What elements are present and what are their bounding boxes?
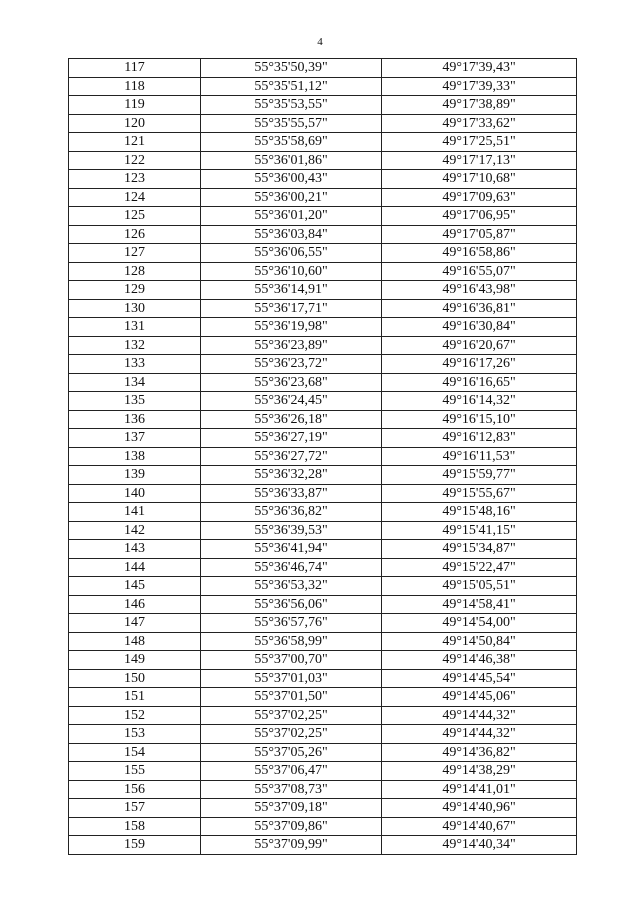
latitude-cell: 55°36'23,89" bbox=[201, 336, 382, 355]
point-number-cell: 123 bbox=[69, 170, 201, 189]
point-number-cell: 131 bbox=[69, 318, 201, 337]
latitude-cell: 55°37'00,70" bbox=[201, 651, 382, 670]
latitude-cell: 55°36'24,45" bbox=[201, 392, 382, 411]
point-number-cell: 133 bbox=[69, 355, 201, 374]
longitude-cell: 49°14'40,96" bbox=[382, 799, 577, 818]
point-number-cell: 141 bbox=[69, 503, 201, 522]
point-number-cell: 119 bbox=[69, 96, 201, 115]
latitude-cell: 55°35'55,57" bbox=[201, 114, 382, 133]
longitude-cell: 49°14'44,32" bbox=[382, 725, 577, 744]
longitude-cell: 49°17'25,51" bbox=[382, 133, 577, 152]
latitude-cell: 55°36'27,72" bbox=[201, 447, 382, 466]
latitude-cell: 55°36'23,68" bbox=[201, 373, 382, 392]
latitude-cell: 55°36'26,18" bbox=[201, 410, 382, 429]
table-row bbox=[69, 466, 577, 485]
latitude-cell: 55°35'50,39" bbox=[201, 59, 382, 78]
point-number-cell: 128 bbox=[69, 262, 201, 281]
latitude-cell: 55°36'03,84" bbox=[201, 225, 382, 244]
longitude-cell: 49°14'45,06" bbox=[382, 688, 577, 707]
table-row bbox=[69, 225, 577, 244]
point-number-cell: 152 bbox=[69, 706, 201, 725]
table-row bbox=[69, 651, 577, 670]
longitude-cell: 49°17'17,13" bbox=[382, 151, 577, 170]
longitude-cell: 49°14'41,01" bbox=[382, 780, 577, 799]
point-number-cell: 153 bbox=[69, 725, 201, 744]
longitude-cell: 49°15'48,16" bbox=[382, 503, 577, 522]
latitude-cell: 55°36'00,21" bbox=[201, 188, 382, 207]
longitude-cell: 49°16'30,84" bbox=[382, 318, 577, 337]
longitude-cell: 49°14'58,41" bbox=[382, 595, 577, 614]
latitude-cell: 55°36'36,82" bbox=[201, 503, 382, 522]
table-row bbox=[69, 503, 577, 522]
latitude-cell: 55°37'08,73" bbox=[201, 780, 382, 799]
longitude-cell: 49°15'59,77" bbox=[382, 466, 577, 485]
longitude-cell: 49°15'41,15" bbox=[382, 521, 577, 540]
table-row bbox=[69, 373, 577, 392]
table-row bbox=[69, 706, 577, 725]
table-row bbox=[69, 577, 577, 596]
latitude-cell: 55°37'01,03" bbox=[201, 669, 382, 688]
longitude-cell: 49°14'36,82" bbox=[382, 743, 577, 762]
point-number-cell: 134 bbox=[69, 373, 201, 392]
latitude-cell: 55°36'27,19" bbox=[201, 429, 382, 448]
table-row bbox=[69, 688, 577, 707]
table-row bbox=[69, 133, 577, 152]
point-number-cell: 138 bbox=[69, 447, 201, 466]
table-row bbox=[69, 521, 577, 540]
longitude-cell: 49°14'54,00" bbox=[382, 614, 577, 633]
point-number-cell: 140 bbox=[69, 484, 201, 503]
latitude-cell: 55°36'14,91" bbox=[201, 281, 382, 300]
point-number-cell: 135 bbox=[69, 392, 201, 411]
table-row bbox=[69, 170, 577, 189]
latitude-cell: 55°37'09,99" bbox=[201, 836, 382, 855]
latitude-cell: 55°36'01,86" bbox=[201, 151, 382, 170]
table-row bbox=[69, 595, 577, 614]
latitude-cell: 55°36'06,55" bbox=[201, 244, 382, 263]
longitude-cell: 49°16'15,10" bbox=[382, 410, 577, 429]
point-number-cell: 137 bbox=[69, 429, 201, 448]
longitude-cell: 49°15'55,67" bbox=[382, 484, 577, 503]
table-row bbox=[69, 151, 577, 170]
longitude-cell: 49°14'44,32" bbox=[382, 706, 577, 725]
longitude-cell: 49°16'16,65" bbox=[382, 373, 577, 392]
point-number-cell: 126 bbox=[69, 225, 201, 244]
point-number-cell: 147 bbox=[69, 614, 201, 633]
latitude-cell: 55°36'58,99" bbox=[201, 632, 382, 651]
point-number-cell: 146 bbox=[69, 595, 201, 614]
point-number-cell: 136 bbox=[69, 410, 201, 429]
longitude-cell: 49°14'40,67" bbox=[382, 817, 577, 836]
latitude-cell: 55°37'01,50" bbox=[201, 688, 382, 707]
latitude-cell: 55°36'19,98" bbox=[201, 318, 382, 337]
latitude-cell: 55°36'46,74" bbox=[201, 558, 382, 577]
table-row bbox=[69, 410, 577, 429]
latitude-cell: 55°36'53,32" bbox=[201, 577, 382, 596]
table-row bbox=[69, 59, 577, 78]
longitude-cell: 49°16'14,32" bbox=[382, 392, 577, 411]
latitude-cell: 55°37'05,26" bbox=[201, 743, 382, 762]
point-number-cell: 127 bbox=[69, 244, 201, 263]
point-number-cell: 157 bbox=[69, 799, 201, 818]
latitude-cell: 55°37'02,25" bbox=[201, 725, 382, 744]
longitude-cell: 49°16'17,26" bbox=[382, 355, 577, 374]
table-row bbox=[69, 96, 577, 115]
latitude-cell: 55°36'57,76" bbox=[201, 614, 382, 633]
longitude-cell: 49°17'05,87" bbox=[382, 225, 577, 244]
latitude-cell: 55°36'39,53" bbox=[201, 521, 382, 540]
longitude-cell: 49°15'34,87" bbox=[382, 540, 577, 559]
longitude-cell: 49°17'09,63" bbox=[382, 188, 577, 207]
latitude-cell: 55°36'32,28" bbox=[201, 466, 382, 485]
table-row bbox=[69, 318, 577, 337]
table-row bbox=[69, 540, 577, 559]
point-number-cell: 129 bbox=[69, 281, 201, 300]
point-number-cell: 124 bbox=[69, 188, 201, 207]
table-row bbox=[69, 281, 577, 300]
latitude-cell: 55°36'41,94" bbox=[201, 540, 382, 559]
longitude-cell: 49°16'43,98" bbox=[382, 281, 577, 300]
point-number-cell: 125 bbox=[69, 207, 201, 226]
table-row bbox=[69, 188, 577, 207]
latitude-cell: 55°36'33,87" bbox=[201, 484, 382, 503]
point-number-cell: 154 bbox=[69, 743, 201, 762]
point-number-cell: 122 bbox=[69, 151, 201, 170]
point-number-cell: 151 bbox=[69, 688, 201, 707]
table-row bbox=[69, 447, 577, 466]
page-number: 4 bbox=[317, 36, 323, 48]
longitude-cell: 49°15'22,47" bbox=[382, 558, 577, 577]
longitude-cell: 49°14'50,84" bbox=[382, 632, 577, 651]
point-number-cell: 118 bbox=[69, 77, 201, 96]
longitude-cell: 49°17'10,68" bbox=[382, 170, 577, 189]
latitude-cell: 55°36'10,60" bbox=[201, 262, 382, 281]
latitude-cell: 55°37'02,25" bbox=[201, 706, 382, 725]
table-row bbox=[69, 429, 577, 448]
longitude-cell: 49°17'39,33" bbox=[382, 77, 577, 96]
table-row bbox=[69, 244, 577, 263]
table-row bbox=[69, 299, 577, 318]
point-number-cell: 156 bbox=[69, 780, 201, 799]
latitude-cell: 55°35'51,12" bbox=[201, 77, 382, 96]
latitude-cell: 55°35'53,55" bbox=[201, 96, 382, 115]
latitude-cell: 55°36'01,20" bbox=[201, 207, 382, 226]
table-row bbox=[69, 262, 577, 281]
table-row bbox=[69, 207, 577, 226]
latitude-cell: 55°36'00,43" bbox=[201, 170, 382, 189]
table-row bbox=[69, 817, 577, 836]
table-row bbox=[69, 836, 577, 855]
point-number-cell: 139 bbox=[69, 466, 201, 485]
longitude-cell: 49°14'46,38" bbox=[382, 651, 577, 670]
longitude-cell: 49°17'39,43" bbox=[382, 59, 577, 78]
point-number-cell: 143 bbox=[69, 540, 201, 559]
table-row bbox=[69, 614, 577, 633]
longitude-cell: 49°17'06,95" bbox=[382, 207, 577, 226]
table-row bbox=[69, 558, 577, 577]
table-row bbox=[69, 484, 577, 503]
longitude-cell: 49°16'20,67" bbox=[382, 336, 577, 355]
table-row bbox=[69, 114, 577, 133]
point-number-cell: 144 bbox=[69, 558, 201, 577]
point-number-cell: 132 bbox=[69, 336, 201, 355]
table-row bbox=[69, 632, 577, 651]
table-row bbox=[69, 780, 577, 799]
longitude-cell: 49°14'45,54" bbox=[382, 669, 577, 688]
point-number-cell: 120 bbox=[69, 114, 201, 133]
point-number-cell: 148 bbox=[69, 632, 201, 651]
longitude-cell: 49°17'38,89" bbox=[382, 96, 577, 115]
longitude-cell: 49°16'12,83" bbox=[382, 429, 577, 448]
coordinates-table-body bbox=[69, 59, 577, 855]
point-number-cell: 121 bbox=[69, 133, 201, 152]
latitude-cell: 55°37'09,18" bbox=[201, 799, 382, 818]
point-number-cell: 158 bbox=[69, 817, 201, 836]
coordinates-table bbox=[68, 58, 577, 855]
longitude-cell: 49°14'40,34" bbox=[382, 836, 577, 855]
longitude-cell: 49°16'55,07" bbox=[382, 262, 577, 281]
table-row bbox=[69, 725, 577, 744]
point-number-cell: 130 bbox=[69, 299, 201, 318]
table-row bbox=[69, 762, 577, 781]
table-row bbox=[69, 77, 577, 96]
point-number-cell: 142 bbox=[69, 521, 201, 540]
point-number-cell: 150 bbox=[69, 669, 201, 688]
table-row bbox=[69, 392, 577, 411]
table-row bbox=[69, 743, 577, 762]
longitude-cell: 49°16'11,53" bbox=[382, 447, 577, 466]
latitude-cell: 55°37'09,86" bbox=[201, 817, 382, 836]
point-number-cell: 149 bbox=[69, 651, 201, 670]
longitude-cell: 49°16'58,86" bbox=[382, 244, 577, 263]
longitude-cell: 49°15'05,51" bbox=[382, 577, 577, 596]
longitude-cell: 49°17'33,62" bbox=[382, 114, 577, 133]
longitude-cell: 49°14'38,29" bbox=[382, 762, 577, 781]
point-number-cell: 117 bbox=[69, 59, 201, 78]
latitude-cell: 55°37'06,47" bbox=[201, 762, 382, 781]
latitude-cell: 55°36'23,72" bbox=[201, 355, 382, 374]
latitude-cell: 55°36'56,06" bbox=[201, 595, 382, 614]
latitude-cell: 55°35'58,69" bbox=[201, 133, 382, 152]
table-row bbox=[69, 799, 577, 818]
table-row bbox=[69, 669, 577, 688]
table-row bbox=[69, 355, 577, 374]
point-number-cell: 159 bbox=[69, 836, 201, 855]
table-row bbox=[69, 336, 577, 355]
point-number-cell: 145 bbox=[69, 577, 201, 596]
latitude-cell: 55°36'17,71" bbox=[201, 299, 382, 318]
point-number-cell: 155 bbox=[69, 762, 201, 781]
longitude-cell: 49°16'36,81" bbox=[382, 299, 577, 318]
